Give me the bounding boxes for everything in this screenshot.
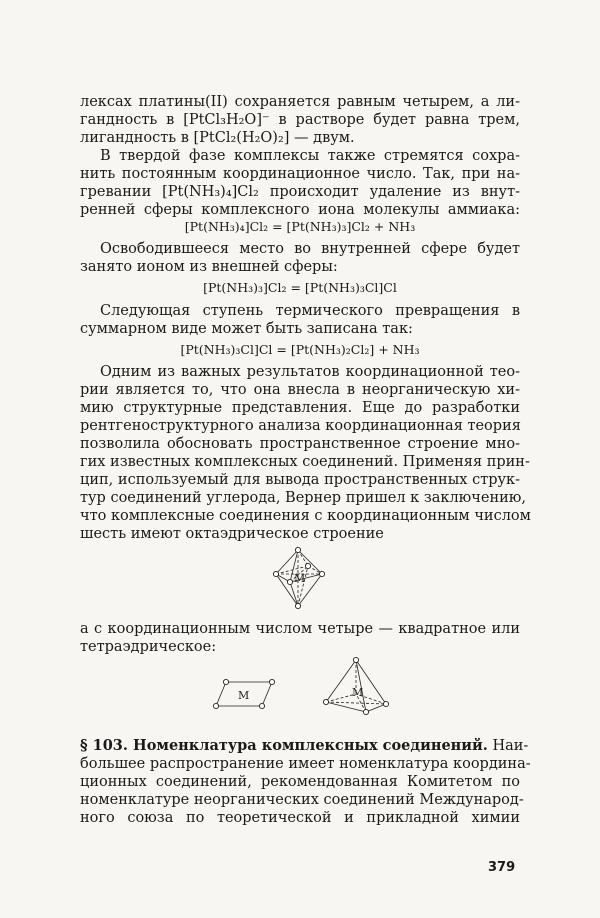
text-line: гандность в [PtCl₃H₂O]⁻ в растворе будет равна трем,: [80, 112, 520, 128]
text-line: рии является то, что она внесла в неорганическую хи-: [80, 382, 520, 398]
section-heading-line: [80, 737, 529, 755]
text-line: суммарном виде может быть записана так:: [80, 321, 413, 337]
equation: [Pt(NH₃)₃]Cl₂ = [Pt(NH₃)₃Cl]Cl: [203, 280, 397, 295]
text-line: Освободившееся место во внутренней сфере будет: [100, 241, 520, 257]
text-line: нить постоянным координационное число. Так, при на-: [80, 166, 520, 182]
text-line: лигандность в [PtCl₂(H₂O)₂] — двум.: [80, 130, 355, 146]
text-line: рентгеноструктурного анализа координационная теория: [80, 418, 521, 434]
text-line: Следующая ступень термического превращения в: [100, 303, 520, 319]
page-number: 379: [488, 860, 516, 875]
octahedron-figure: [268, 546, 332, 610]
text-line: мию структурные представления. Еще до разработки: [80, 400, 520, 416]
section-heading: § 103. Номенклатура комплексных соединений.: [80, 737, 488, 754]
text-line: В твердой фазе комплексы также стремятся сохра-: [100, 148, 520, 164]
equation: [Pt(NH₃)₄]Cl₂ = [Pt(NH₃)₃]Cl₂ + NH₃: [184, 219, 416, 234]
text-line: а с координационным числом четыре — квадратное или: [80, 621, 520, 637]
text-line: ного союза по теоретической и прикладной химии: [80, 810, 520, 826]
atom-label: M: [352, 686, 364, 699]
text-line: тетраэдрическое:: [80, 639, 217, 655]
text-line: гих известных комплексных соединений. Применяя прин-: [80, 454, 530, 470]
text-line: ционных соединений, рекомендованная Комитетом по: [80, 774, 520, 790]
text-line: большее распространение имеет номенклатура координа-: [80, 756, 531, 772]
text-line: тур соединений углерода, Вернер пришел к заключению,: [80, 490, 527, 506]
equation: [Pt(NH₃)₃Cl]Cl = [Pt(NH₃)₂Cl₂] + NH₃: [180, 342, 420, 357]
text-line: лексах платины(II) сохраняется равным четырем, а ли-: [80, 94, 520, 110]
text-fragment: Наи-: [487, 738, 529, 754]
text-line: занято ионом из внешней сферы:: [80, 259, 338, 275]
square-planar-figure: [212, 678, 278, 712]
text-line: что комплексные соединения с координационным числом: [80, 508, 531, 524]
text-line: Одним из важных результатов координационной тео-: [100, 364, 520, 380]
text-line: цип, используемый для вывода пространственных струк-: [80, 472, 520, 488]
text-line: позволила обосновать пространственное строение мно-: [80, 436, 520, 452]
tetrahedron-figure: [322, 656, 390, 718]
text-line: гревании [Pt(NH₃)₄]Cl₂ происходит удаление из внут-: [80, 184, 520, 200]
atom-label: M: [238, 689, 250, 702]
text-line: шесть имеют октаэдрическое строение: [80, 526, 384, 542]
atom-label: M: [294, 572, 306, 585]
text-line: номенклатуре неорганических соединений Международ-: [80, 792, 524, 808]
text-line: ренней сферы комплексного иона молекулы аммиака:: [80, 202, 520, 218]
